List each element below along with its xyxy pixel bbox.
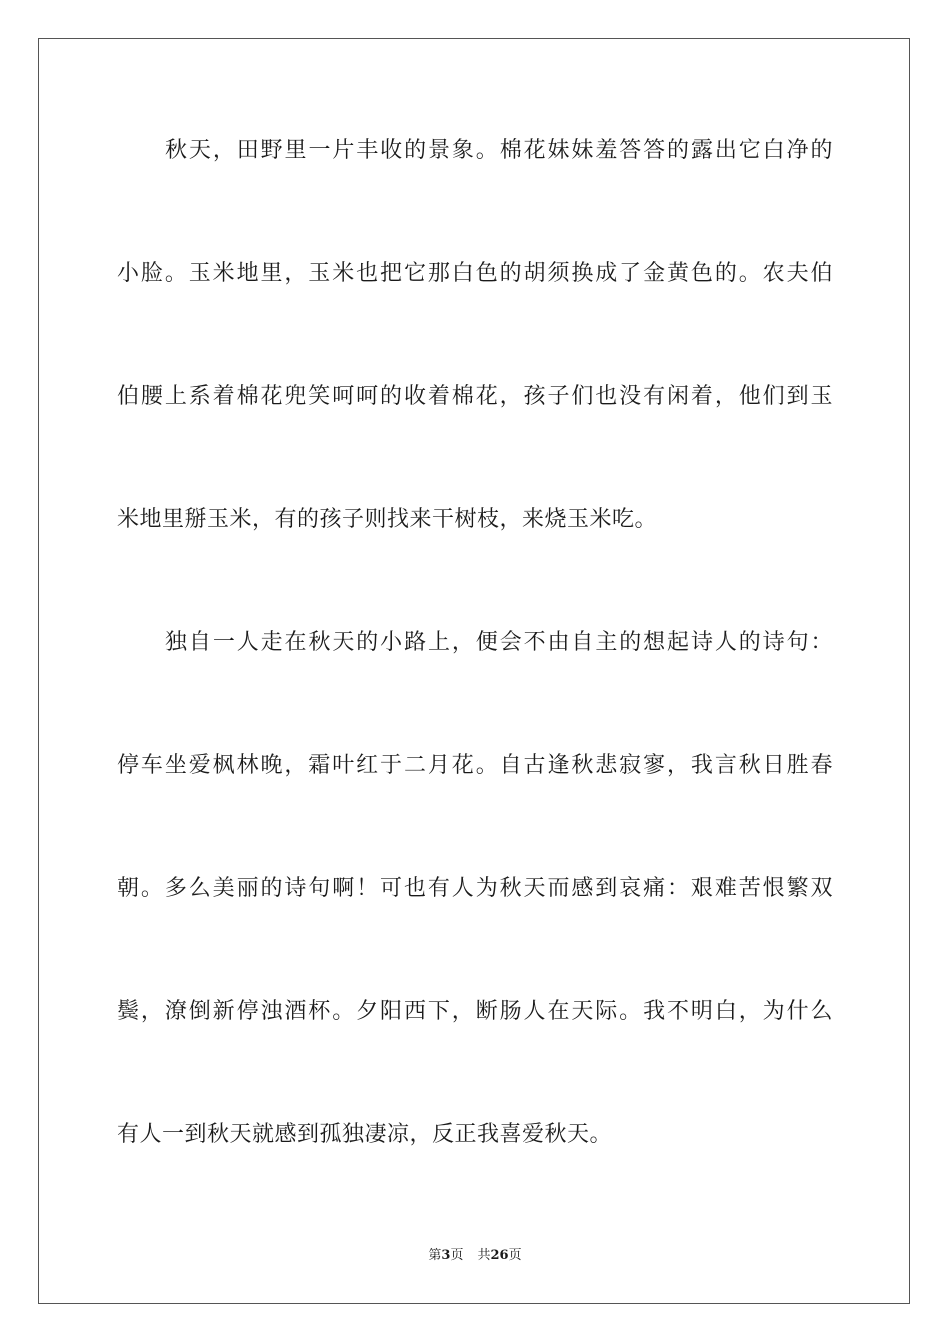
paragraph-1-line-2: 小脸。玉米地里，玉米也把它那白色的胡须换成了金黄色的。农夫伯 <box>117 261 833 286</box>
paragraph-2-line-1: 独自一人走在秋天的小路上，便会不由自主的想起诗人的诗句： <box>165 630 833 655</box>
current-page-number: 3 <box>441 1248 451 1263</box>
paragraph-2-line-2: 停车坐爱枫林晚，霜叶红于二月花。自古逢秋悲寂寥，我言秋日胜春 <box>117 753 833 778</box>
page-border <box>38 38 910 1304</box>
total-prefix: 共 <box>477 1248 491 1263</box>
page-suffix: 页 <box>450 1248 464 1263</box>
paragraph-1-line-1: 秋天，田野里一片丰收的景象。棉花妹妹羞答答的露出它白净的 <box>165 138 833 163</box>
paragraph-2-line-5: 有人一到秋天就感到孤独凄凉，反正我喜爱秋天。 <box>117 1122 613 1147</box>
paragraph-1-line-4: 米地里掰玉米，有的孩子则找来干树枝，来烧玉米吃。 <box>117 507 658 532</box>
page-footer <box>0 1247 950 1265</box>
page-prefix: 第 <box>428 1248 442 1263</box>
total-page-count: 26 <box>490 1248 509 1263</box>
paragraph-1-line-3: 伯腰上系着棉花兜笑呵呵的收着棉花，孩子们也没有闲着，他们到玉 <box>117 384 833 409</box>
paragraph-2-line-3: 朝。多么美丽的诗句啊！可也有人为秋天而感到哀痛：艰难苦恨繁双 <box>117 876 833 901</box>
paragraph-2-line-4: 鬓，潦倒新停浊酒杯。夕阳西下，断肠人在天际。我不明白，为什么 <box>117 999 833 1024</box>
total-suffix: 页 <box>508 1248 522 1263</box>
